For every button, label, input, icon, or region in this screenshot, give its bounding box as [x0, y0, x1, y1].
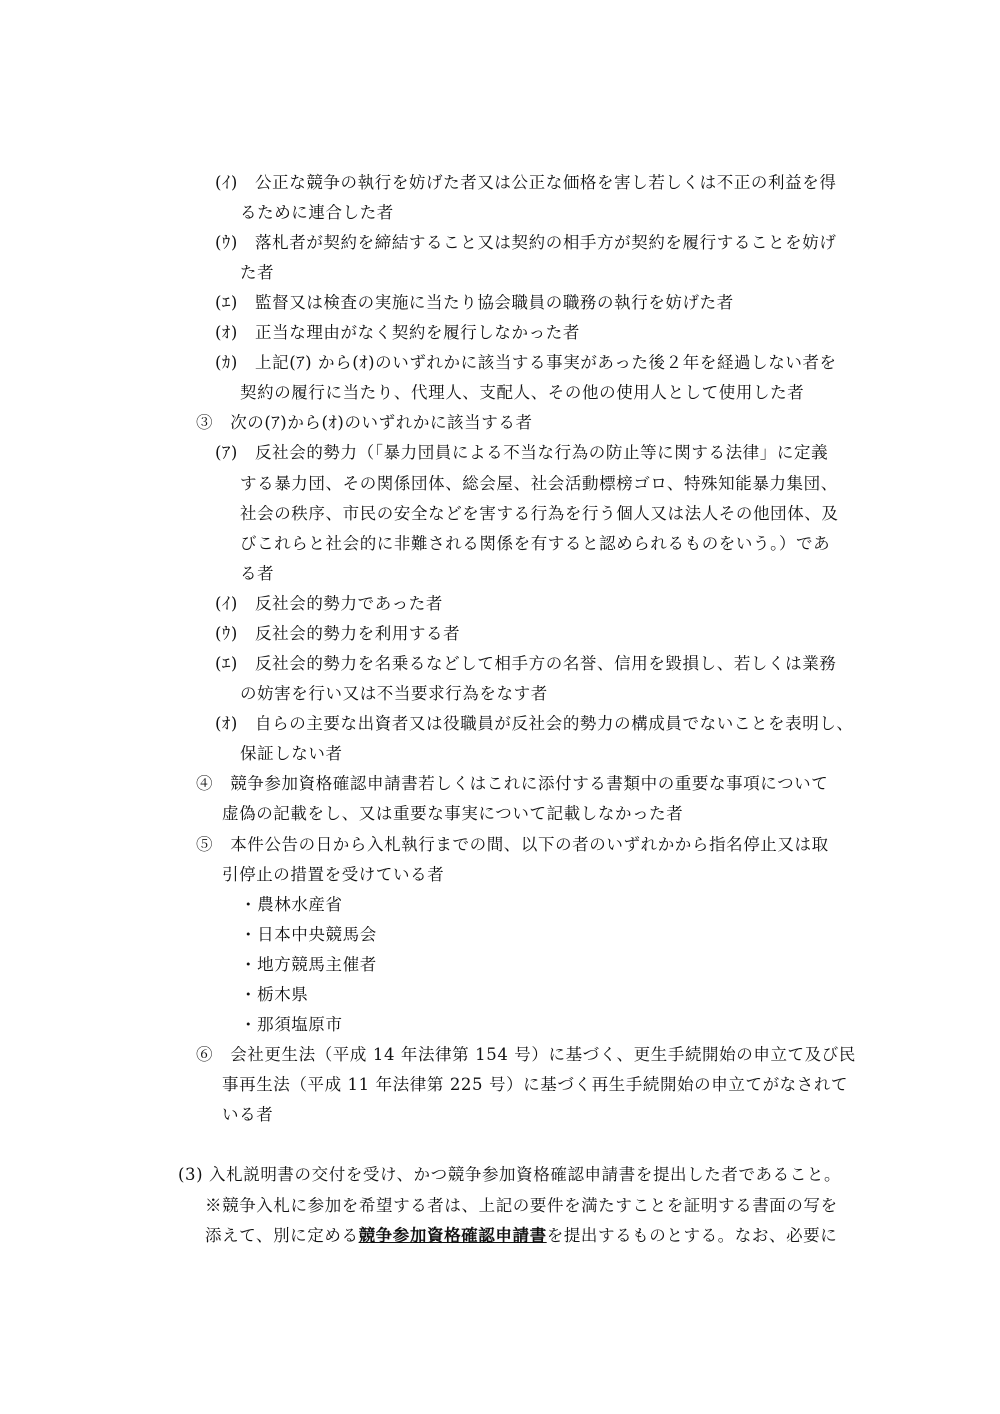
document-line-last [205, 1225, 837, 1247]
document-line: いる者 [222, 1105, 274, 1124]
document-line: びこれらと社会的に非難される関係を有すると認められるものをいう。）であ [240, 534, 831, 553]
document-line: (ｲ) 公正な競争の執行を妨げた者又は公正な価格を害し若しくは不正の利益を得 [215, 173, 837, 192]
document-line: する暴力団、その関係団体、総会屋、社会活動標榜ゴロ、特殊知能暴力集団、 [240, 474, 838, 493]
document-line: (3) 入札説明書の交付を受け、かつ競争参加資格確認申請書を提出した者であること。 [178, 1165, 842, 1184]
document-line: (ｴ) 監督又は検査の実施に当たり協会職員の職務の執行を妨げた者 [215, 293, 734, 312]
document-line: (ｳ) 反社会的勢力を利用する者 [215, 624, 461, 643]
document-line: ・地方競馬主催者 [240, 955, 377, 974]
document-line: (ｳ) 落札者が契約を締結すること又は契約の相手方が契約を履行することを妨げ [215, 233, 837, 252]
document-line: (ｱ) 反社会的勢力（「暴力団員による不当な行為の防止等に関する法律」に定義 [215, 443, 829, 462]
document-line: ③ 次の(ｱ)から(ｵ)のいずれかに該当する者 [196, 413, 533, 432]
document-line: る者 [240, 564, 275, 583]
document-line: (ｵ) 正当な理由がなく契約を履行しなかった者 [215, 323, 580, 342]
document-line: ・那須塩原市 [240, 1015, 343, 1034]
document-line: 保証しない者 [240, 744, 343, 763]
document-line: ・農林水産省 [240, 895, 343, 914]
document-line: ※競争入札に参加を希望する者は、上記の要件を満たすことを証明する書面の写を [205, 1196, 838, 1215]
document-line: (ｲ) 反社会的勢力であった者 [215, 594, 443, 613]
document-line: ・日本中央競馬会 [240, 925, 377, 944]
document-line: ⑤ 本件公告の日から入札執行までの間、以下の者のいずれかから指名停止又は取 [196, 835, 829, 854]
document-line: ⑥ 会社更生法（平成 14 年法律第 154 号）に基づく、更生手続開始の申立て及び民 [196, 1045, 856, 1064]
document-line: の妨害を行い又は不当要求行為をなす者 [240, 684, 548, 703]
line-text-after: を提出するものとする。なお、必要に [546, 1226, 838, 1245]
document-line: 契約の履行に当たり、代理人、支配人、その他の使用人として使用した者 [240, 383, 805, 402]
document-line: 虚偽の記載をし、又は重要な事実について記載しなかった者 [222, 804, 684, 823]
document-line: (ｴ) 反社会的勢力を名乗るなどして相手方の名誉、信用を毀損し、若しくは業務 [215, 654, 837, 673]
line-text-before: 添えて、別に定める [205, 1226, 359, 1245]
emphasis-form-name: 競争参加資格確認申請書 [358, 1226, 547, 1245]
document-line: (ｶ) 上記(ｱ) から(ｵ)のいずれかに該当する事実があった後２年を経過しない者を [215, 353, 837, 372]
document-line: 事再生法（平成 11 年法律第 225 号）に基づく再生手続開始の申立てがなされて [222, 1075, 849, 1094]
document-line: 社会の秩序、市民の安全などを害する行為を行う個人又は法人その他団体、及 [240, 504, 839, 523]
document-line: た者 [240, 263, 275, 282]
document-line: るために連合した者 [240, 203, 394, 222]
document-line: ・栃木県 [240, 985, 309, 1004]
document-line: (ｵ) 自らの主要な出資者又は役職員が反社会的勢力の構成員でないことを表明し、 [215, 714, 854, 733]
document-line: ④ 競争参加資格確認申請書若しくはこれに添付する書類中の重要な事項について [196, 774, 829, 793]
document-line: 引停止の措置を受けている者 [222, 865, 445, 884]
